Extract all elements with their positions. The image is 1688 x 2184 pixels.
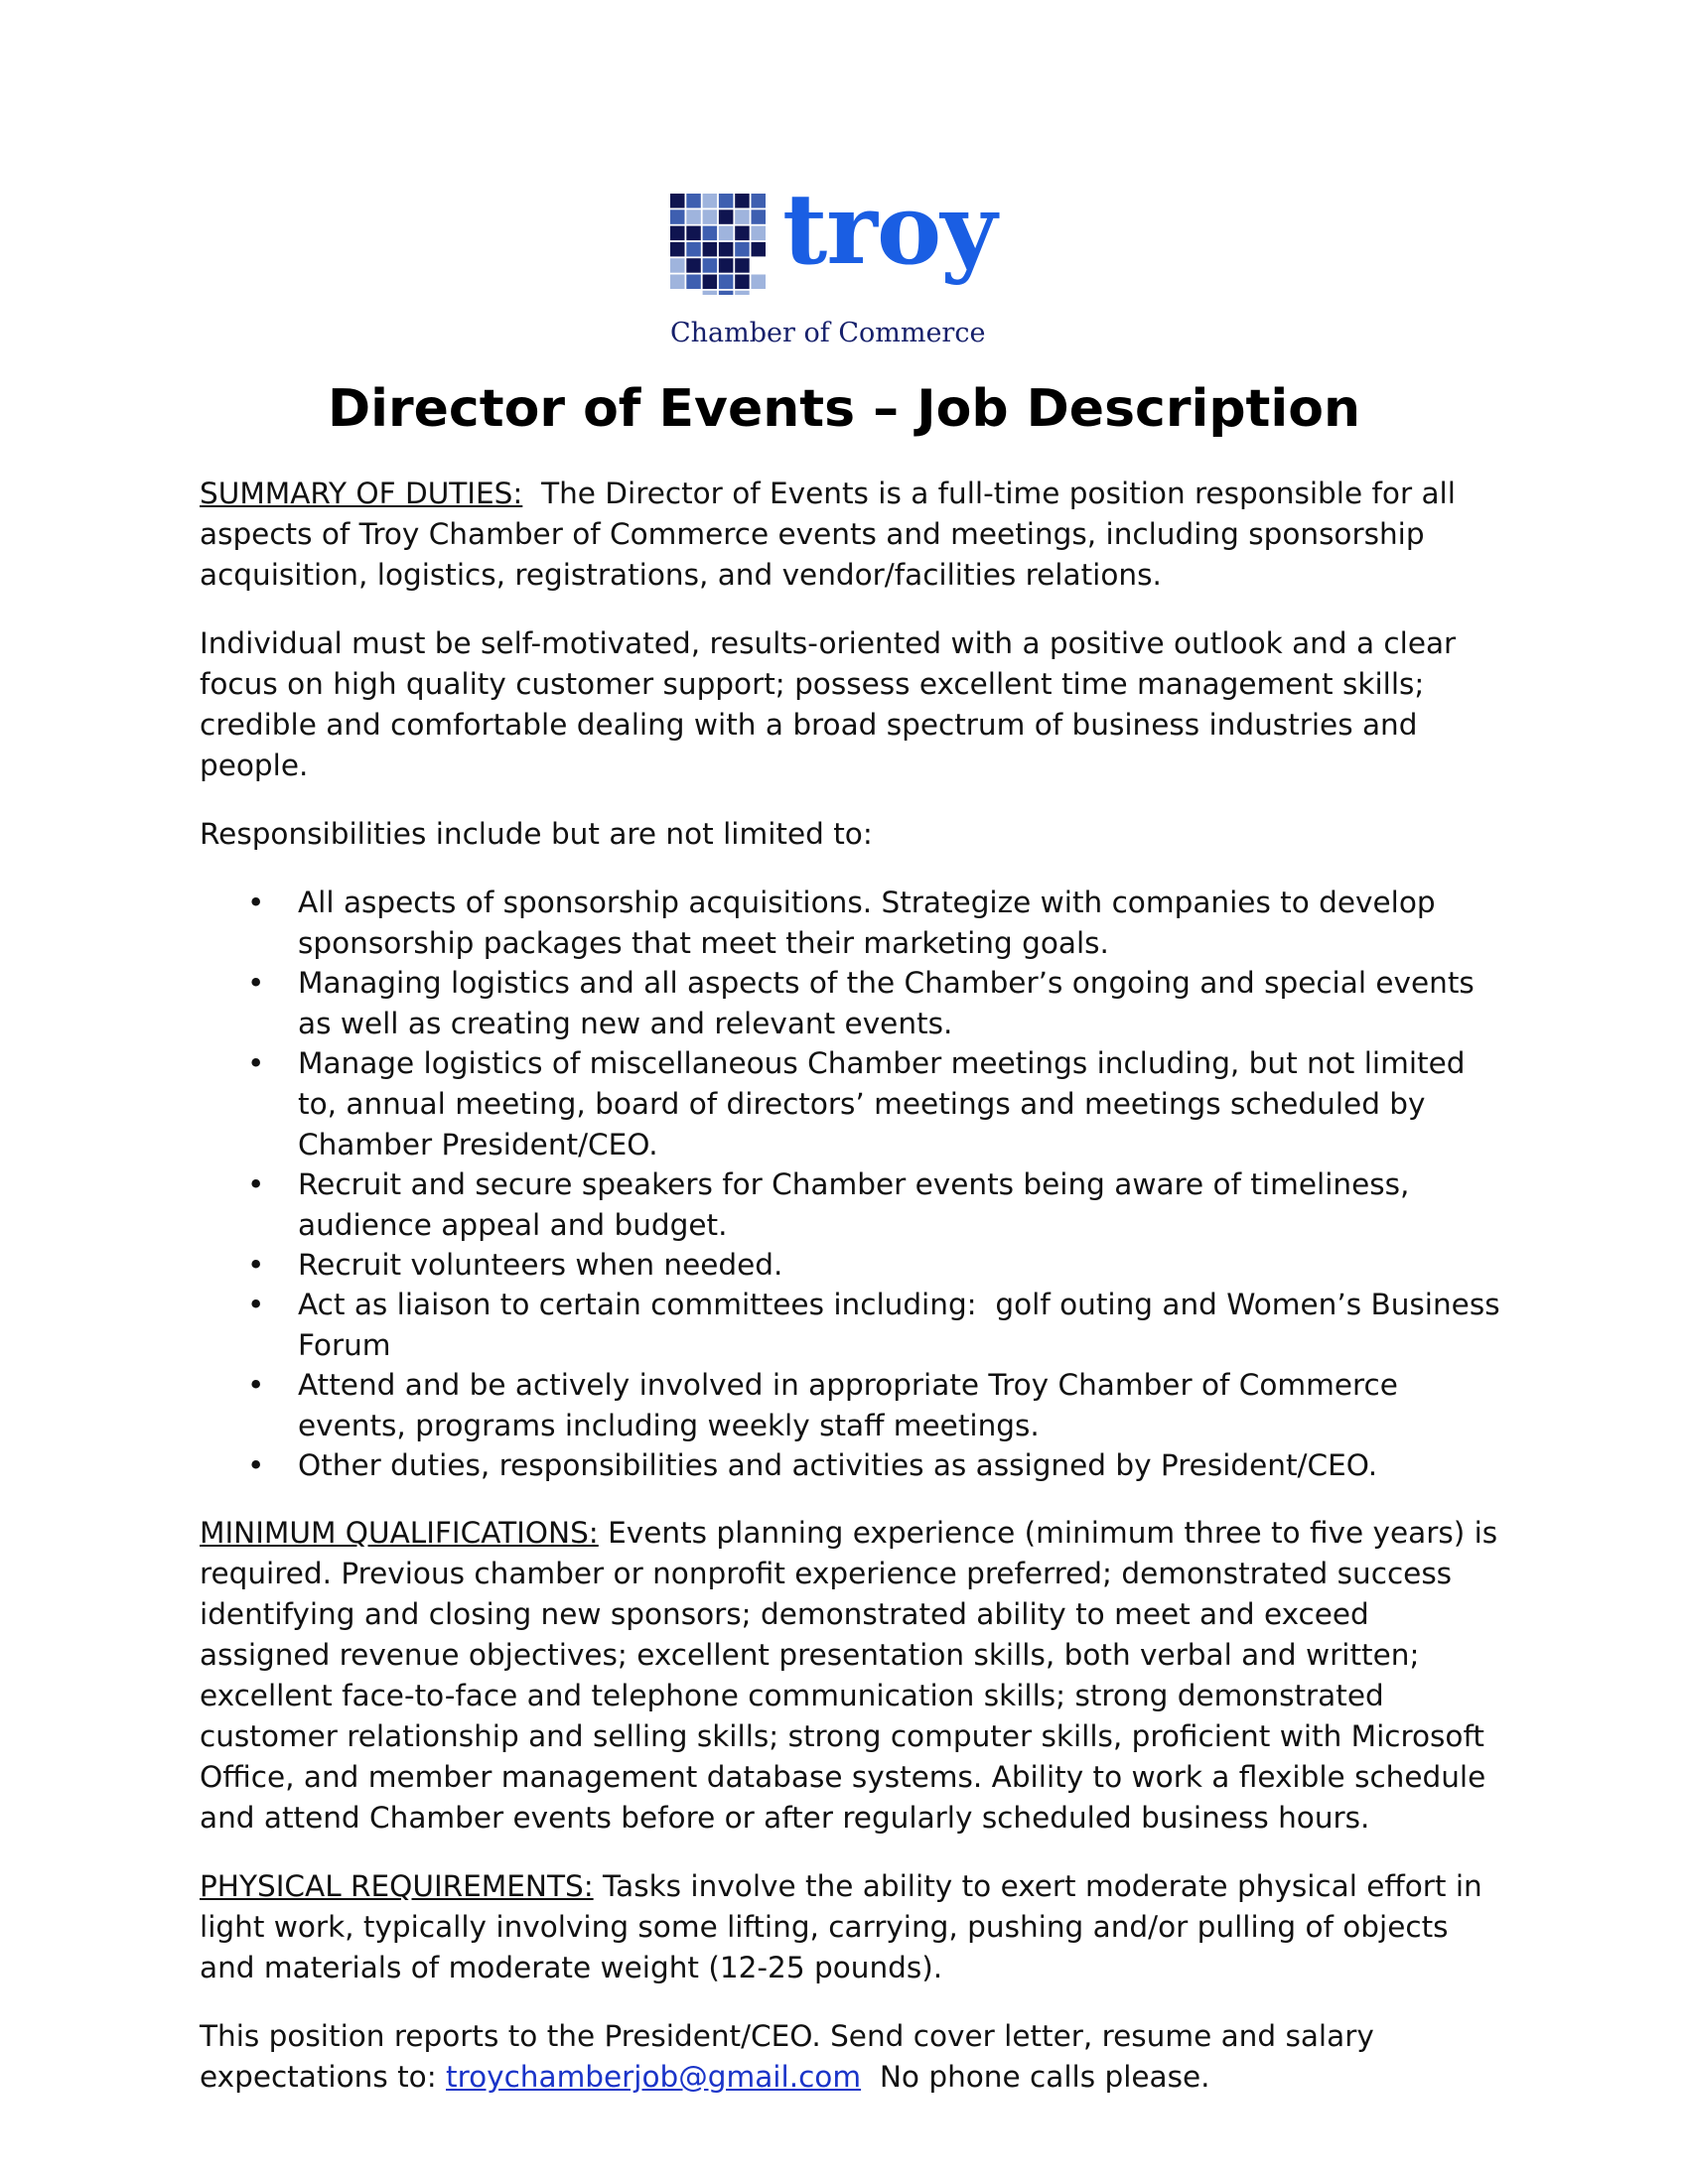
bullet-icon: • [247,1167,265,1201]
qualifications-paragraph [200,1513,1500,1839]
list-item: • Act as liaison to certain committees including: golf outing and Women’s Business Forum [200,1285,1500,1366]
logo-tile [703,194,718,208]
list-item: • Other duties, responsibilities and activities as assigned by President/CEO. [200,1445,1500,1486]
list-item: • Managing logistics and all aspects of the Chamber’s ongoing and special events as well as creating new and relevant events. [200,963,1500,1044]
list-item: • Attend and be actively involved in appropriate Troy Chamber of Commerce events, programs including weekly staff meetings. [200,1365,1500,1446]
physical-paragraph [200,1866,1500,1988]
logo-tile [719,226,734,241]
bullet-icon: • [247,1368,265,1402]
logo-subtitle: Chamber of Commerce [670,318,986,348]
logo-tile [703,275,718,290]
responsibilities-intro: Responsibilities include but are not limited to: [200,817,873,851]
summary-paragraph [200,474,1500,596]
document-body [200,474,1509,2125]
logo-tile [703,291,718,295]
summary-text: The Director of Events is a full-time position responsible for all aspects of Troy Chamber of Commerce events and meetings, including sponsorship acquisition, logistics, registrations, and vendor/facilities relations. [200,477,1466,592]
physical-heading: PHYSICAL REQUIREMENTS: [200,1869,594,1903]
logo-tile [703,209,718,224]
logo-tile [719,258,734,273]
list-item: • All aspects of sponsorship acquisitions. Strategize with companies to develop sponsorship packages that meet their marketing goals. [200,883,1500,964]
logo-tile [752,209,767,224]
logo-tile [719,209,734,224]
email-link[interactable]: troychamberjob@gmail.com [446,2060,862,2094]
logo-tile [735,209,750,224]
logo-tile [670,209,685,224]
logo-tile [703,226,718,241]
logo-tile [703,258,718,273]
list-item: • Recruit volunteers when needed. [200,1245,1500,1286]
individual-paragraph: Individual must be self-motivated, results-oriented with a positive outlook and a clear focus on high quality customer support; possess excellent time management skills; credible and comfortable dealing with a broad spectrum of business industries and people. [200,626,1457,782]
page-title: Director of Events – Job Description [328,379,1360,439]
logo-tile [670,258,685,273]
bullet-icon: • [247,1046,265,1080]
logo-tile [670,242,685,257]
closing-paragraph: This position reports to the President/CEO. Send cover letter, resume and salary expectations to: troychamberjob@gmail.com No phone calls please. [200,2019,1374,2094]
summary-heading: SUMMARY OF DUTIES: [200,477,523,510]
logo-tile [735,194,750,208]
logo-tile [686,209,701,224]
bullet-icon: • [247,1248,265,1282]
logo-tile [719,242,734,257]
logo-tile [670,275,685,290]
bullet-icon: • [247,1448,265,1482]
logo-tile [670,226,685,241]
logo-tile [752,275,767,290]
logo-tile [752,194,767,208]
logo-tile [735,258,750,273]
logo-tile [719,291,734,295]
logo-tile [719,194,734,208]
logo-tile [735,226,750,241]
logo-tile [686,226,701,241]
qualifications-text: Events planning experience (minimum three to five years) is required. Previous chamber or nonprofit experience preferred; demonstrated success identifying and closing new sponsors; demonstrated ability to meet and exceed assigned revenue objectives; excellent presentation skills, both verbal and written; excellent face-to-face and telephone communication skills; strong demonstrated customer relationship and selling skills; strong computer skills, proficient with Microsoft Office, and member management database systems. Ability to work a flexible schedule and attend Chamber events before or after regularly scheduled business hours. [200,1516,1498,1835]
logo-tile [719,275,734,290]
logo-tile [686,194,701,208]
logo-tile [752,226,767,241]
list-item: • Recruit and secure speakers for Chamber events being aware of timeliness, audience appeal and budget. [200,1164,1500,1246]
bullet-icon: • [247,1288,265,1321]
logo-tile [686,258,701,273]
logo-tile [752,242,767,257]
troy-chamber-logo [670,173,1028,352]
responsibilities-list [200,883,1509,1486]
bullet-icon: • [247,886,265,919]
logo-tile [670,194,685,208]
logo-wordmark: troy [782,173,997,287]
logo-tile [703,242,718,257]
bullet-icon: • [247,966,265,1000]
logo-tile [686,275,701,290]
qualifications-heading: MINIMUM QUALIFICATIONS: [200,1516,599,1550]
list-item: • Manage logistics of miscellaneous Chamber meetings including, but not limited to, annual meeting, board of directors’ meetings and meetings scheduled by Chamber President/CEO. [200,1043,1500,1165]
logo-tile [735,291,750,295]
logo-tile [735,242,750,257]
physical-text: Tasks involve the ability to exert moderate physical effort in light work, typically involving some lifting, carrying, pushing and/or pulling of objects and materials of moderate weight (12-25 pounds). [200,1869,1482,1984]
logo-tile [686,242,701,257]
logo-tile [735,275,750,290]
logo-mosaic-icon [670,194,770,295]
